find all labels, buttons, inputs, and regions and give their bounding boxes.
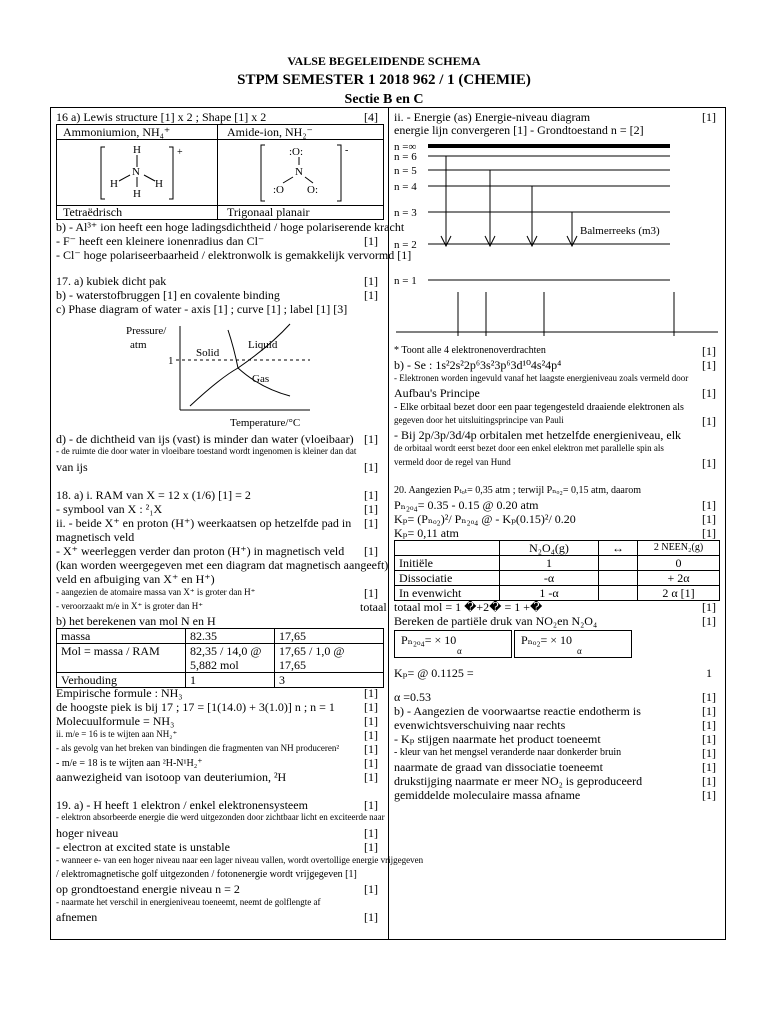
q20b-mark-7: [1]	[702, 788, 716, 802]
kp-expression: Kₚ= @ 0.1125 =	[394, 666, 474, 680]
q16b-line-2: - F⁻ heeft een kleinere ionenradius dan Cl⁻	[56, 234, 265, 248]
amide-lewis-structure	[257, 141, 353, 205]
svg-text:+: +	[177, 147, 183, 158]
q19a-line-2: - elektron absorbeerde energie die werd uitgezonden door zichtbaar licht en exciteerde naar	[56, 812, 385, 822]
q19b-aufbau-mark: [1]	[702, 386, 716, 400]
q17a-mark: [1]	[364, 274, 378, 288]
q19b-pauli-1: - Elke orbitaal bezet door een paar tegengesteld draaiende elektronen als	[394, 402, 684, 413]
q19a-mark-9: [1]	[364, 910, 378, 924]
kp-equals-one: 1	[706, 666, 712, 680]
phase-ylabel-2: atm	[130, 339, 147, 351]
q19b-config: b) - Se : 1s²2s²2p⁶3s²3p⁶3d¹⁰4s²4p⁴	[394, 358, 562, 372]
svg-text:n =∞: n =∞	[394, 141, 417, 153]
level-labels	[394, 141, 417, 287]
q18-m18: - m/e = 18 is te wijten aan ²H-N¹H₂⁺	[56, 758, 203, 769]
energy-level-diagram	[394, 136, 720, 342]
q20b-mark-6: [1]	[702, 774, 716, 788]
water-phase-diagram	[120, 318, 320, 430]
phase-tick-1: 1	[168, 355, 174, 367]
svg-text:n = 5: n = 5	[394, 165, 417, 177]
q18-isotope: aanwezigheid van isotoop van deuteriumion, ²H	[56, 770, 287, 784]
q18-molecular-mark: [1]	[364, 714, 378, 728]
q19a-line-8: - naarmate het verschil in energieniveau toeneemt, neemt de golflengte af	[56, 897, 321, 907]
q18-empirical: Empirische formule : NH₃	[56, 686, 183, 700]
alpha-value-mark: [1]	[702, 690, 716, 704]
q18-bond-breaking: - als gevolg van het breken van bindingen die fragmenten van NH produceren²	[56, 743, 340, 753]
svg-text:n = 1: n = 1	[394, 275, 417, 287]
equilibrium-table: N₂O₄(g) ↔ 2 NEEN₂(g) Initiële 1 0 Dissociatie -α + 2α In evenwicht 1 -α 2 α [1]	[394, 540, 720, 601]
q17d-line-1: d) - de dichtheid van ijs (vast) is minder dan water (vloeibaar)	[56, 432, 354, 446]
q18a-line-6: (kan worden weergegeven met een diagram dat magnetisch aangeeft)	[56, 558, 389, 572]
q20-line-4-mark: [1]	[702, 526, 716, 540]
q18a-line-8: - aangezien de atomaire massa van X⁺ is groter dan H⁺	[56, 587, 256, 597]
q18-m18-mark: [1]	[364, 756, 378, 770]
q19a-line-1: 19. a) - H heeft 1 elektron / enkel elektronensysteem	[56, 798, 308, 812]
svg-text::O: :O	[273, 184, 284, 196]
q18a-mark-2: [1]	[364, 502, 378, 516]
q20b-mark-1: [1]	[702, 704, 716, 718]
q16a-mark: [4]	[364, 110, 378, 124]
lewis-structure-table	[56, 124, 384, 220]
q20b-line-6: drukstijging naarmate er meer NO₂ is geproduceerd	[394, 774, 643, 788]
q20b-line-4: - kleur van het mengsel veranderde naar donkerder bruin	[394, 747, 622, 758]
header-line-2: STPM SEMESTER 1 2018 962 / 1 (CHEMIE)	[237, 72, 531, 88]
q20b-mark-4: [1]	[702, 746, 716, 760]
q20-line-2-mark: [1]	[702, 498, 716, 512]
q20-line-3: Kₚ= (Pₙₒ₂)²/ Pₙ₂ₒ₄ @ - Kₚ(0.15)²/ 0.20	[394, 512, 576, 526]
q18b-title: b) het berekenen van mol N en H	[56, 614, 216, 628]
q20b-line-7: gemiddelde moleculaire massa afname	[394, 788, 581, 802]
q18a-line-5: - X⁺ weerleggen verder dan proton (H⁺) in magnetisch veld	[56, 544, 345, 558]
q19a-line-9: afnemen	[56, 910, 98, 924]
q19a-line-7: op grondtoestand energie niveau n = 2	[56, 882, 240, 896]
svg-text:n = 4: n = 4	[394, 181, 417, 193]
q19b-hund-3: vermeld door de regel van Hund	[394, 457, 511, 467]
q16b-line-3: - Cl⁻ hoge polariseerbaarheid / elektronwolk is gemakkelijk vervormd [1]	[56, 248, 412, 262]
q16b-line-1: b) - Al³⁺ ion heeft een hoge ladingsdichtheid / hoge polariserende kracht	[56, 220, 405, 234]
q17d-line-3: van ijs	[56, 460, 88, 474]
q18-peak-mark: [1]	[364, 700, 378, 714]
n-h-mole-table: massa 82.35 17,65 Mol = massa / RAM 82,35 / 14,0 @ 5,882 mol 17,65 / 1,0 @ 17,65 Verhouding 1 3	[56, 628, 384, 688]
pn2o4-box: Pₙ₂ₒ₄= × 10 α	[394, 630, 512, 658]
q19a-line-3: hoger niveau	[56, 826, 119, 840]
q18a-mark-8: [1]	[364, 586, 378, 600]
q20b-line-1: b) - Aangezien de voorwaartse reactie endotherm is	[394, 704, 641, 718]
q19b-aufbau-1: - Elektronen worden ingevuld vanaf het laagste energieniveau zoals vermeld door	[394, 373, 689, 383]
q20-line-2: Pₙ₂ₒ₄= 0.35 - 0.15 @ 0.20 atm	[394, 498, 539, 512]
svg-text:H: H	[133, 188, 141, 200]
q17d-line-2: - de ruimte die door water in vloeibare toestand wordt ingenomen is kleiner dan dat	[56, 446, 357, 456]
q19b-hund-2: de orbitaal wordt eerst bezet door een enkel elektron met parallelle spin als	[394, 443, 664, 453]
q18a-line-9: - veroorzaakt m/e in X⁺ is groter dan H⁺	[56, 601, 203, 611]
q18a-mark-5: [1]	[364, 544, 378, 558]
q16a-text: 16 a) Lewis structure [1] x 2 ; Shape [1] x 2	[56, 110, 267, 124]
q20b-line-2: evenwichtsverschuiving naar rechts	[394, 718, 566, 732]
svg-text:n = 3: n = 3	[394, 207, 417, 219]
q18a-mark-1: [1]	[364, 488, 378, 502]
alpha-value: α =0.53	[394, 690, 432, 704]
q20b-line-5: naarmate de graad van dissociatie toeneemt	[394, 760, 603, 774]
q17b-text: b) - waterstofbruggen [1] en covalente binding	[56, 288, 280, 302]
header-line-1: VALSE BEGELEIDENDE SCHEMA	[287, 54, 481, 68]
phase-gas-label: Gas	[252, 373, 270, 385]
q19a-line-6: / elektromagnetische golf uitgezonden / fotonenergie wordt vrijgegeven [1]	[56, 869, 357, 880]
q19b-pauli-2: gegeven door het uitsluitingsprincipe van Pauli	[394, 415, 564, 425]
q19b-aufbau-2: Aufbau's Principe	[394, 386, 480, 400]
partial-pressure-mark: [1]	[702, 614, 716, 628]
q19b-hund-mark: [1]	[702, 456, 716, 470]
q17d-mark-2: [1]	[364, 460, 378, 474]
q19a-mark-3: [1]	[364, 826, 378, 840]
q16b-mark-2: [1]	[364, 234, 378, 248]
q18a-line-3: ii. - beide X⁺ en proton (H⁺) weerkaatsen op hetzelfde pad in	[56, 516, 352, 530]
q18-isotope-mark: [1]	[364, 770, 378, 784]
phase-ylabel-1: Pressure/	[126, 325, 167, 337]
q17b-mark: [1]	[364, 288, 378, 302]
q20b-mark-3: [1]	[702, 732, 716, 746]
q19a-mark-1: [1]	[364, 798, 378, 812]
q19b-config-mark: [1]	[702, 358, 716, 372]
q19ii-line-2: energie lijn convergeren [1] - Grondtoestand n = [2]	[394, 123, 644, 137]
balmer-series-label: Balmerreeks (m3)	[580, 225, 660, 237]
svg-text::O:: :O:	[289, 146, 304, 158]
partial-pressure-title: Bereken de partiële druk van NO₂en N₂O₄	[394, 614, 598, 628]
svg-text:H: H	[133, 144, 141, 156]
phase-liquid-label: Liquid	[248, 339, 278, 351]
phase-xlabel: Temperature/°C	[230, 417, 301, 429]
q19a-mark-7: [1]	[364, 882, 378, 896]
q19a-line-4: - electron at excited state is unstable	[56, 840, 230, 854]
q18-m16-mark: [1]	[364, 728, 378, 742]
ammonium-shape: Tetraëdrisch	[63, 205, 123, 219]
q18a-line-7: veld en afbuiging van X⁺ en H⁺)	[56, 572, 215, 586]
q20-line-4: Kₚ= 0,11 atm	[394, 526, 459, 540]
transitions-note-mark: [1]	[702, 344, 716, 358]
q18-peak: de hoogste piek is bij 17 ; 17 = [1(14.0) + 3(1.0)] n ; n = 1	[56, 700, 335, 714]
amide-shape: Trigonaal planair	[227, 205, 310, 219]
q19a-line-5: - wanneer e- van een hoger niveau naar een lager niveau vallen, wordt overtollige energie vrijgegeven	[56, 855, 424, 865]
q18a-totaal: totaal	[360, 600, 387, 614]
q20-line-3-mark: [1]	[702, 512, 716, 526]
q20-line-1: 20. Aangezien Pₜₒₜ= 0,35 atm ; terwijl Pₙₒ₂= 0,15 atm, daarom	[394, 485, 641, 496]
q19ii-mark-1: [1]	[702, 110, 716, 124]
svg-text:n = 2: n = 2	[394, 239, 417, 251]
transitions-note: * Toont alle 4 elektronenoverdrachten	[394, 345, 546, 356]
q19b-pauli-mark: [1]	[702, 414, 716, 428]
q20b-mark-2: [1]	[702, 718, 716, 732]
ammonium-header: Ammoniumion, NH₄⁺	[63, 125, 171, 139]
svg-text:N: N	[295, 166, 303, 178]
header-line-3: Sectie B en C	[344, 92, 424, 107]
q17a-text: 17. a) kubiek dicht pak	[56, 274, 167, 288]
q18a-line-2: - symbool van X : ²₁X	[56, 502, 163, 516]
q19b-hund-1: - Bij 2p/3p/3d/4p orbitalen met hetzelfde energieniveau, elk	[394, 428, 682, 442]
svg-text:-: -	[345, 145, 349, 156]
phase-solid-label: Solid	[196, 347, 220, 359]
pno2-box: Pₙₒ₂= × 10 α	[514, 630, 632, 658]
ammonium-lewis-structure	[97, 141, 187, 205]
total-mol-mark: [1]	[702, 600, 716, 614]
q18a-mark-3: [1]	[364, 516, 378, 530]
q18-empirical-mark: [1]	[364, 686, 378, 700]
amide-header: Amide-ion, NH₂⁻	[227, 125, 313, 139]
q19ii-line-1: ii. - Energie (as) Energie-niveau diagram	[394, 110, 591, 124]
svg-text:O:: O:	[307, 184, 318, 196]
svg-text:H: H	[155, 178, 163, 190]
total-mol: totaal mol = 1 �+2� = 1 +�	[394, 600, 543, 614]
q17c-text: c) Phase diagram of water - axis [1] ; curve [1] ; label [1] [3]	[56, 302, 348, 316]
q20b-line-3: - Kₚ stijgen naarmate het product toeneemt	[394, 732, 601, 746]
q19a-mark-4: [1]	[364, 840, 378, 854]
svg-text:N: N	[132, 166, 140, 178]
q18-bond-breaking-mark: [1]	[364, 742, 378, 756]
svg-text:H: H	[110, 178, 118, 190]
q18-molecular: Molecuulformule = NH₃	[56, 714, 175, 728]
svg-text:n = 6: n = 6	[394, 151, 417, 163]
q18a-line-1: 18. a) i. RAM van X = 12 x (1/6) [1] = 2	[56, 488, 251, 502]
q20b-mark-5: [1]	[702, 760, 716, 774]
q18a-line-4: magnetisch veld	[56, 530, 135, 544]
q17d-mark: [1]	[364, 432, 378, 446]
q18-m16: ii. m/e = 16 is te wijten aan NH₂⁺	[56, 729, 178, 739]
